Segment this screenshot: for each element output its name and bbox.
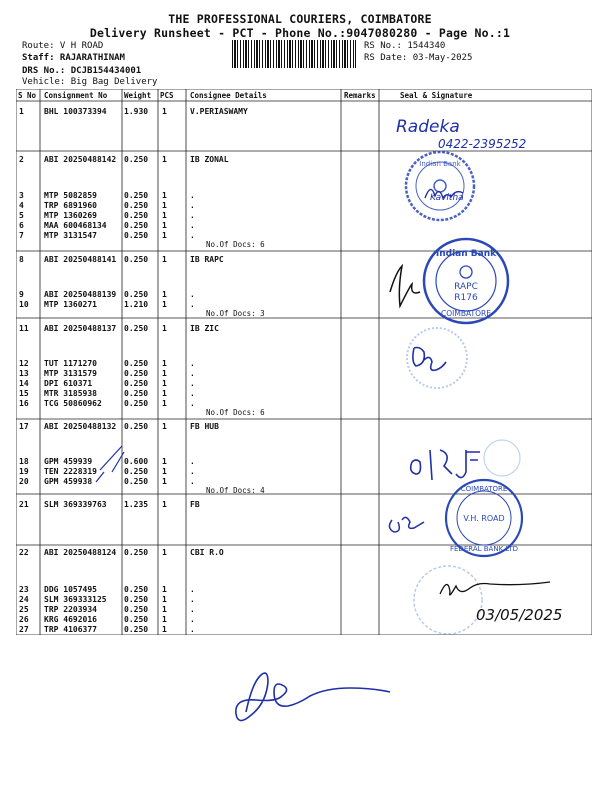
cell-pcs: 1 — [162, 255, 167, 264]
cell-wt: 0.250 — [124, 548, 149, 557]
docs-count: No.Of Docs: 6 — [206, 408, 265, 417]
cell-wt: 0.250 — [124, 191, 149, 200]
cell-pcs: 1 — [162, 107, 167, 116]
zic-signature — [413, 348, 446, 371]
cell-cons: DDG 1057495 — [44, 585, 97, 594]
cell-wt: 0.250 — [124, 389, 149, 398]
cell-details: . — [190, 300, 195, 309]
cell-details: . — [190, 399, 195, 408]
indian-bank-rapc-stamp — [424, 239, 508, 323]
cell-sno: 6 — [19, 221, 24, 230]
cell-wt: 0.250 — [124, 324, 149, 333]
cell-pcs: 1 — [162, 379, 167, 388]
cell-details: . — [190, 605, 195, 614]
cell-sno: 9 — [19, 290, 24, 299]
cell-pcs: 1 — [162, 290, 167, 299]
cell-cons: TUT 1171270 — [44, 359, 97, 368]
svg-text:COIMBATORE: COIMBATORE — [460, 485, 508, 493]
cell-details: . — [190, 211, 195, 220]
federal-bank-stamp — [446, 480, 522, 556]
cell-cons: TCG 50860962 — [44, 399, 102, 408]
cell-cons: TEN 2228319 — [44, 467, 97, 476]
docs-count: No.Of Docs: 6 — [206, 240, 265, 249]
row1-signature — [396, 117, 526, 151]
cell-details: . — [190, 595, 195, 604]
cell-pcs: 1 — [162, 359, 167, 368]
indian-bank-zic-stamp — [407, 328, 467, 388]
cell-cons: TRP 2203934 — [44, 605, 97, 614]
cell-pcs: 1 — [162, 500, 167, 509]
cell-cons: ABI 20250488124 — [44, 548, 117, 557]
cell-cons: KRG 4692016 — [44, 615, 97, 624]
cell-details: FB HUB — [190, 422, 219, 431]
cell-sno: 4 — [19, 201, 24, 210]
svg-text:Indian Bank: Indian Bank — [435, 249, 497, 259]
cell-details: V.PERIASWAMY — [190, 107, 248, 116]
cell-wt: 0.250 — [124, 221, 149, 230]
cell-pcs: 1 — [162, 324, 167, 333]
cell-cons: SLM 369339763 — [44, 500, 107, 509]
cell-wt: 0.250 — [124, 615, 149, 624]
cell-pcs: 1 — [162, 467, 167, 476]
cell-wt: 0.250 — [124, 255, 149, 264]
cell-wt: 1.235 — [124, 500, 149, 509]
cell-cons: ABI 20250488139 — [44, 290, 117, 299]
cell-details: IB ZIC — [190, 324, 219, 333]
cell-details: . — [190, 625, 195, 634]
rs-number: RS No.: 1544340 — [364, 41, 446, 51]
cell-pcs: 1 — [162, 231, 167, 240]
svg-text:RAPC: RAPC — [454, 282, 478, 292]
col-header-consignment: Consignment No — [44, 91, 108, 100]
cell-wt: 0.250 — [124, 290, 149, 299]
route-label: Route: V H ROAD — [22, 41, 104, 51]
cell-pcs: 1 — [162, 615, 167, 624]
svg-text:Indian Bank: Indian Bank — [419, 160, 461, 168]
col-header-sno: S No — [18, 91, 37, 100]
svg-text:Radeka: Radeka — [396, 117, 460, 137]
cell-cons: MTP 1360271 — [44, 300, 97, 309]
staff-label: Staff: RAJARATHINAM — [22, 53, 125, 63]
cell-cons: MAA 600468134 — [44, 221, 107, 230]
tick-marks — [96, 446, 124, 482]
cell-wt: 0.250 — [124, 231, 149, 240]
cell-sno: 5 — [19, 211, 24, 220]
cell-sno: 3 — [19, 191, 24, 200]
cell-details: IB ZONAL — [190, 155, 229, 164]
cell-details: . — [190, 477, 195, 486]
cell-cons: TRP 4106377 — [44, 625, 97, 634]
cell-pcs: 1 — [162, 191, 167, 200]
svg-text:V.H. ROAD: V.H. ROAD — [463, 514, 505, 523]
cell-cons: SLM 369333125 — [44, 595, 107, 604]
cell-pcs: 1 — [162, 595, 167, 604]
cell-wt: 0.250 — [124, 625, 149, 634]
company-title: THE PROFESSIONAL COURIERS, COIMBATORE — [168, 12, 432, 26]
fbhub-signature — [411, 450, 480, 480]
cell-wt: 0.250 — [124, 369, 149, 378]
cell-sno: 25 — [19, 605, 29, 614]
cell-pcs: 1 — [162, 221, 167, 230]
cell-cons: ABI 20250488137 — [44, 324, 117, 333]
cell-wt: 0.250 — [124, 155, 149, 164]
cell-sno: 12 — [19, 359, 29, 368]
rapc-signature — [390, 266, 420, 306]
cell-pcs: 1 — [162, 585, 167, 594]
cell-cons: MTR 3185938 — [44, 389, 97, 398]
cell-sno: 21 — [19, 500, 29, 509]
cell-details: . — [190, 457, 195, 466]
cell-wt: 0.600 — [124, 457, 149, 466]
cell-details: . — [190, 467, 195, 476]
cell-sno: 23 — [19, 585, 29, 594]
cell-pcs: 1 — [162, 548, 167, 557]
cell-pcs: 1 — [162, 605, 167, 614]
cell-pcs: 1 — [162, 369, 167, 378]
svg-text:R176: R176 — [454, 293, 478, 303]
col-header-weight: Weight — [124, 91, 152, 100]
indian-bank-zonal-stamp — [406, 152, 474, 220]
cell-pcs: 1 — [162, 201, 167, 210]
cell-cons: MTP 5082859 — [44, 191, 97, 200]
cell-sno: 26 — [19, 615, 29, 624]
cell-wt: 1.930 — [124, 107, 149, 116]
cell-cons: BHL 100373394 — [44, 107, 107, 116]
cell-details: . — [190, 359, 195, 368]
cell-pcs: 1 — [162, 389, 167, 398]
cell-cons: MTP 3131579 — [44, 369, 97, 378]
col-header-seal: Seal & Signature — [400, 91, 473, 100]
cell-wt: 0.250 — [124, 477, 149, 486]
runsheet-subtitle: Delivery Runsheet - PCT - Phone No.:9047080280 - Page No.:1 — [89, 26, 511, 40]
cell-cons: MTP 3131547 — [44, 231, 97, 240]
docs-count: No.Of Docs: 4 — [206, 486, 265, 495]
cell-sno: 13 — [19, 369, 29, 378]
cell-wt: 0.250 — [124, 201, 149, 210]
cell-wt: 0.250 — [124, 359, 149, 368]
cell-sno: 27 — [19, 625, 29, 634]
cell-cons: DPI 610371 — [44, 379, 93, 388]
col-header-consignee: Consignee Details — [190, 91, 267, 100]
cbi-signature — [440, 582, 550, 595]
cell-wt: 1.210 — [124, 300, 149, 309]
cell-pcs: 1 — [162, 625, 167, 634]
cell-wt: 0.250 — [124, 467, 149, 476]
cell-pcs: 1 — [162, 457, 167, 466]
bottom-signature — [236, 673, 390, 720]
cell-details: IB RAPC — [190, 255, 224, 264]
cell-sno: 20 — [19, 477, 29, 486]
cell-details: . — [190, 231, 195, 240]
cell-pcs: 1 — [162, 211, 167, 220]
cell-cons: ABI 20250488141 — [44, 255, 117, 264]
docs-count: No.Of Docs: 3 — [206, 309, 265, 318]
cell-sno: 14 — [19, 379, 29, 388]
cell-sno: 7 — [19, 231, 24, 240]
cell-details: . — [190, 379, 195, 388]
cell-cons: MTP 1360269 — [44, 211, 97, 220]
rs-date: RS Date: 03-May-2025 — [364, 53, 473, 63]
cell-sno: 17 — [19, 422, 29, 431]
cell-cons: ABI 20250488142 — [44, 155, 117, 164]
cell-details: CBI R.O — [190, 548, 224, 557]
cell-details: . — [190, 615, 195, 624]
cell-wt: 0.250 — [124, 211, 149, 220]
col-header-pcs: PCS — [160, 91, 174, 100]
cell-cons: TRP 6891960 — [44, 201, 97, 210]
cell-wt: 0.250 — [124, 605, 149, 614]
cbi-stamp — [414, 566, 482, 634]
cell-details: . — [190, 369, 195, 378]
cell-details: . — [190, 191, 195, 200]
cell-sno: 24 — [19, 595, 29, 604]
cell-sno: 11 — [19, 324, 29, 333]
svg-text:COIMBATORE: COIMBATORE — [441, 309, 491, 318]
cell-wt: 0.250 — [124, 585, 149, 594]
cell-details: . — [190, 290, 195, 299]
cell-wt: 0.250 — [124, 399, 149, 408]
svg-text:0422-2395252: 0422-2395252 — [438, 137, 527, 151]
svg-text:FEDERAL BANK LTD: FEDERAL BANK LTD — [449, 545, 519, 553]
cell-pcs: 1 — [162, 477, 167, 486]
cell-sno: 15 — [19, 389, 29, 398]
cell-sno: 2 — [19, 155, 24, 164]
cell-sno: 1 — [19, 107, 24, 116]
cell-sno: 18 — [19, 457, 29, 466]
cell-cons: GPM 459938 — [44, 477, 93, 486]
cell-sno: 8 — [19, 255, 24, 264]
cell-wt: 0.250 — [124, 422, 149, 431]
cell-details: . — [190, 201, 195, 210]
cell-cons: GPM 459939 — [44, 457, 93, 466]
cbi-date: 03/05/2025 — [476, 606, 563, 624]
col-header-remarks: Remarks — [344, 91, 376, 100]
cell-details: . — [190, 221, 195, 230]
drs-number: DRS No.: DCJB154434001 — [22, 66, 142, 76]
kavitha-text: Kavitha — [430, 193, 464, 203]
cell-sno: 22 — [19, 548, 29, 557]
cell-wt: 0.250 — [124, 595, 149, 604]
cell-pcs: 1 — [162, 155, 167, 164]
cell-pcs: 1 — [162, 300, 167, 309]
cell-cons: ABI 20250488132 — [44, 422, 117, 431]
cell-details: . — [190, 585, 195, 594]
cell-pcs: 1 — [162, 399, 167, 408]
cell-details: . — [190, 389, 195, 398]
vehicle-label: Vehicle: Big Bag Delivery — [22, 77, 158, 87]
cell-wt: 0.250 — [124, 379, 149, 388]
fb-signature — [389, 517, 424, 532]
cell-details: FB — [190, 500, 200, 509]
cell-pcs: 1 — [162, 422, 167, 431]
cell-sno: 10 — [19, 300, 29, 309]
cell-sno: 19 — [19, 467, 29, 476]
cell-sno: 16 — [19, 399, 29, 408]
